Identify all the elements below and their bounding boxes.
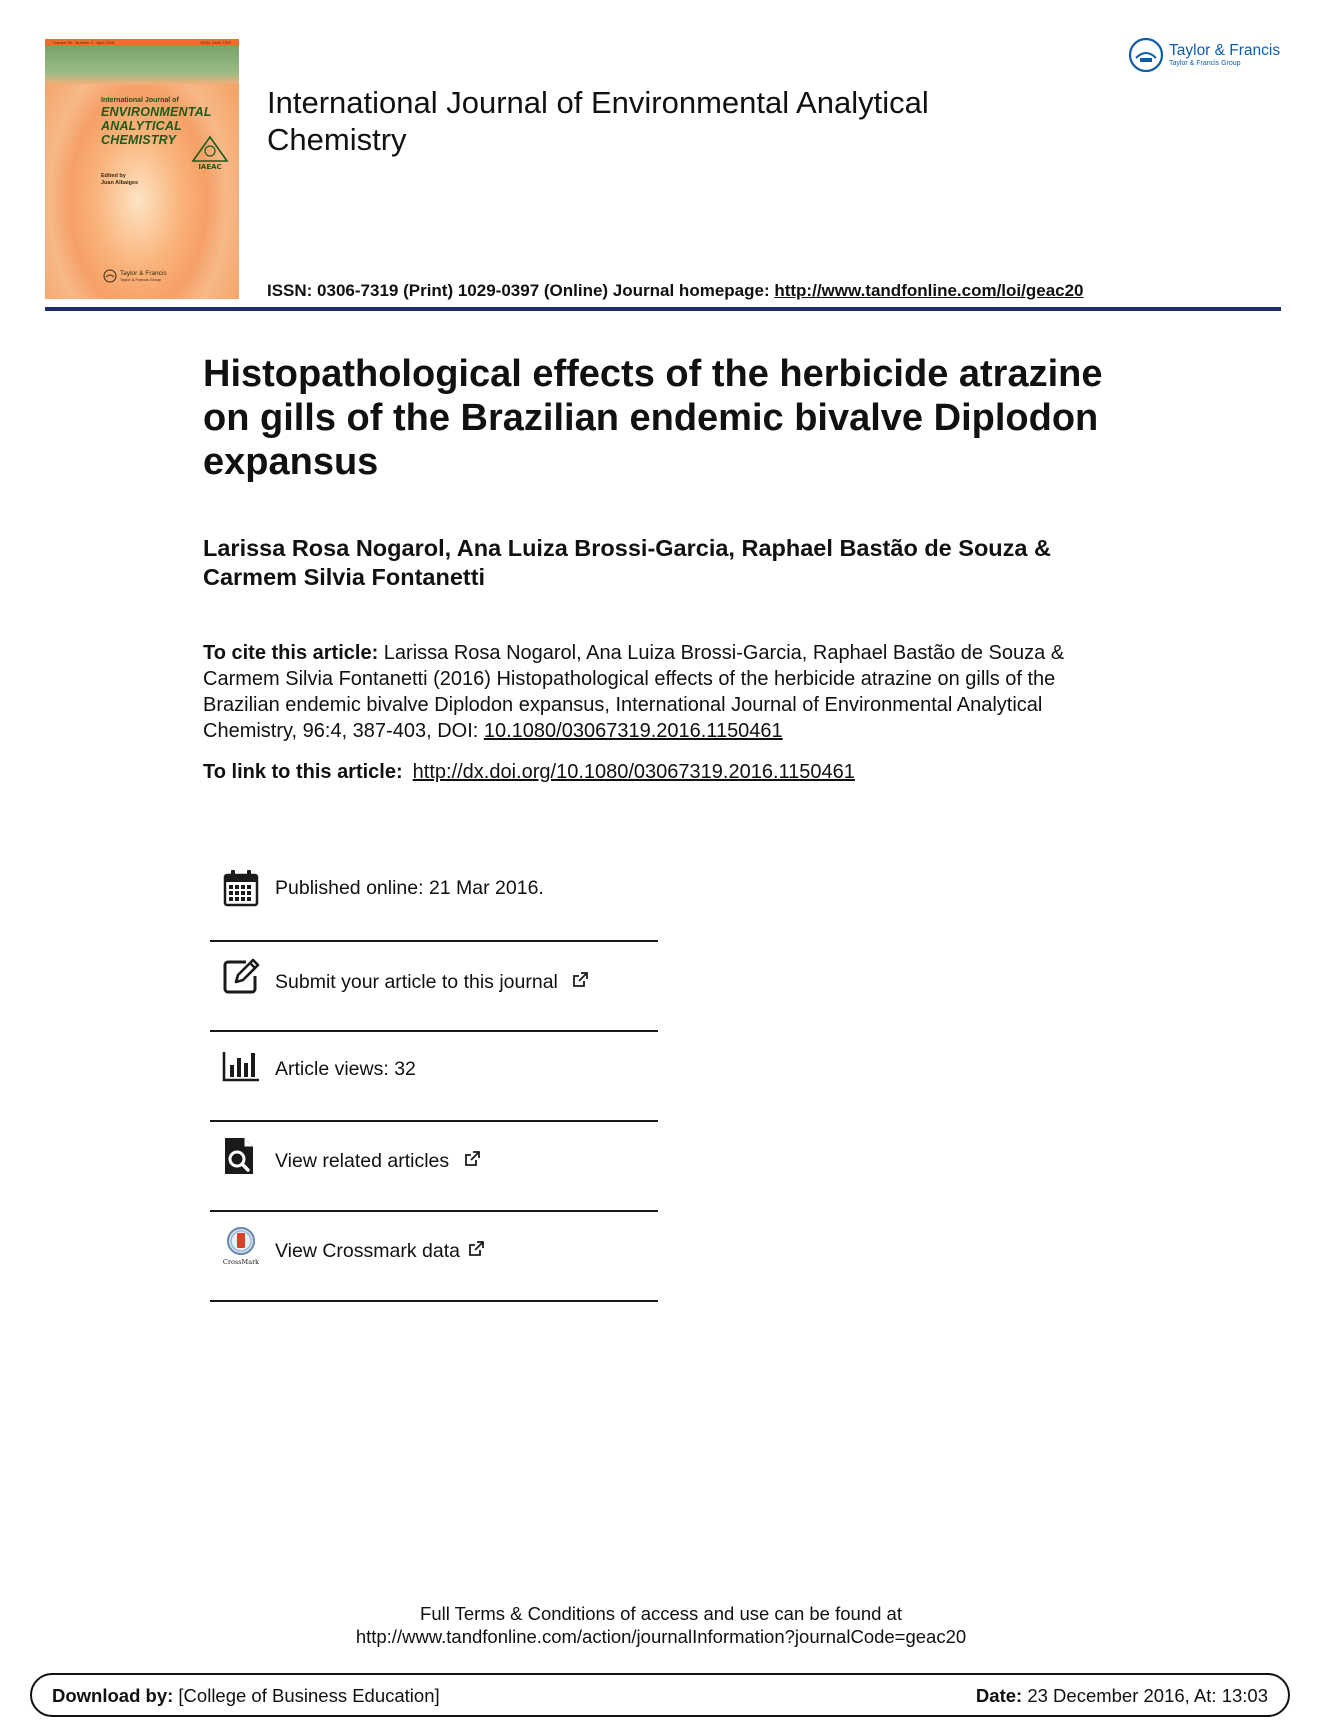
crossmark-link[interactable]: View Crossmark data bbox=[275, 1240, 460, 1262]
citation-doi-link[interactable]: 10.1080/03067319.2016.1150461 bbox=[483, 720, 783, 742]
crossmark-icon bbox=[222, 1226, 260, 1266]
external-link-icon bbox=[571, 971, 589, 989]
document-search-icon bbox=[222, 1136, 260, 1176]
submit-article-link[interactable]: Submit your article to this journal bbox=[275, 971, 558, 993]
related-articles-row[interactable] bbox=[210, 1136, 658, 1196]
citation-block bbox=[203, 640, 1123, 744]
iaeac-emblem-icon bbox=[191, 135, 229, 171]
header-divider bbox=[45, 307, 1281, 311]
published-online-row bbox=[210, 868, 658, 928]
issn-text: ISSN: 0306-7319 (Print) 1029-0397 (Online) Journal homepage: bbox=[267, 281, 775, 300]
publisher-logo-sub: Taylor & Francis Group bbox=[1169, 59, 1241, 67]
info-divider bbox=[210, 1210, 658, 1212]
edit-icon bbox=[222, 956, 260, 996]
cover-top-bar bbox=[45, 39, 239, 46]
external-link-icon bbox=[467, 1240, 485, 1258]
cover-publisher bbox=[103, 269, 167, 283]
terms-url[interactable]: http://www.tandfonline.com/action/journalInformation?journalCode=geac20 bbox=[355, 1626, 967, 1647]
citation-label: To cite this article: bbox=[203, 642, 379, 664]
journal-cover bbox=[45, 39, 239, 299]
article-link-label: To link to this article: bbox=[203, 761, 403, 783]
cover-title-line3: CHEMISTRY bbox=[101, 132, 177, 147]
article-doi-url-link[interactable]: http://dx.doi.org/10.1080/03067319.2016.1150461 bbox=[412, 761, 855, 783]
article-views-row bbox=[210, 1046, 658, 1106]
download-date bbox=[976, 1685, 1268, 1707]
cover-title-small: International Journal of bbox=[101, 97, 179, 104]
terms-line1: Full Terms & Conditions of access and use can be found at bbox=[420, 1603, 902, 1624]
cover-title-line2: ANALYTICAL bbox=[101, 118, 182, 133]
cover-title-line1: ENVIRONMENTAL bbox=[101, 104, 212, 119]
download-date-value: 23 December 2016, At: 13:03 bbox=[1022, 1685, 1268, 1706]
download-by-value: [College of Business Education] bbox=[173, 1685, 440, 1706]
related-articles-link[interactable]: View related articles bbox=[275, 1150, 450, 1172]
info-divider bbox=[210, 940, 658, 942]
download-by bbox=[52, 1685, 440, 1707]
issn-line bbox=[267, 281, 1084, 301]
cover-publisher-sub: Taylor & Francis Group bbox=[120, 277, 161, 282]
cover-green-band bbox=[45, 46, 239, 84]
tf-small-logo-icon bbox=[103, 269, 117, 283]
published-online-text: Published online: 21 Mar 2016. bbox=[275, 877, 544, 899]
submit-article-row[interactable] bbox=[210, 956, 658, 1016]
cover-volume-text: Volume 96 · Number 4 · April 2016 bbox=[53, 40, 115, 45]
article-title: Histopathological effects of the herbicide atrazine on gills of the Brazilian endemic bivalve Diplodon expansus bbox=[203, 353, 1103, 483]
publisher-logo[interactable] bbox=[1128, 37, 1280, 73]
cover-editor bbox=[101, 173, 138, 186]
article-views-text: Article views: 32 bbox=[275, 1058, 416, 1080]
journal-homepage-link[interactable]: http://www.tandfonline.com/loi/geac20 bbox=[774, 281, 1084, 300]
info-divider bbox=[210, 1030, 658, 1032]
download-info-bar bbox=[30, 1673, 1290, 1717]
svg-text:CrossMark: CrossMark bbox=[222, 1258, 260, 1266]
citation-text: Larissa Rosa Nogarol, Ana Luiza Brossi-Garcia, Raphael Bastão de Souza & Carmem Silvia Fontanetti (2016) Histopathological effects of the herbicide atrazine on gills of the Brazilian endemic bivalve Diplodon expansus, International Journal of Environmental Analytical Chemistry, 96:4, 387-403, DOI: bbox=[203, 642, 1065, 742]
cover-issn-text: ISSN: 0306-7319 bbox=[200, 40, 231, 45]
terms-conditions bbox=[0, 1602, 1322, 1648]
download-date-label: Date: bbox=[975, 1685, 1023, 1706]
article-authors: Larissa Rosa Nogarol, Ana Luiza Brossi-Garcia, Raphael Bastão de Souza & Carmem Silvia Fontanetti bbox=[203, 535, 1051, 590]
calendar-icon bbox=[222, 868, 260, 908]
publisher-logo-name: Taylor & Francis bbox=[1169, 41, 1281, 59]
cover-publisher-name: Taylor & Francis bbox=[120, 270, 167, 277]
cover-edited-by: Edited by bbox=[101, 173, 126, 179]
download-by-label: Download by: bbox=[52, 1685, 174, 1706]
bar-chart-icon bbox=[222, 1046, 260, 1086]
info-divider bbox=[210, 1120, 658, 1122]
info-divider bbox=[210, 1300, 658, 1302]
cover-editor-name: Juan Albaiges bbox=[101, 179, 139, 186]
journal-title: International Journal of Environmental Analytical Chemistry bbox=[267, 85, 929, 157]
article-link-line bbox=[203, 761, 855, 784]
crossmark-row[interactable] bbox=[210, 1226, 658, 1286]
taylor-francis-logo-icon bbox=[1128, 37, 1164, 73]
svg-text:IAEAC: IAEAC bbox=[198, 163, 222, 171]
external-link-icon bbox=[463, 1150, 481, 1168]
